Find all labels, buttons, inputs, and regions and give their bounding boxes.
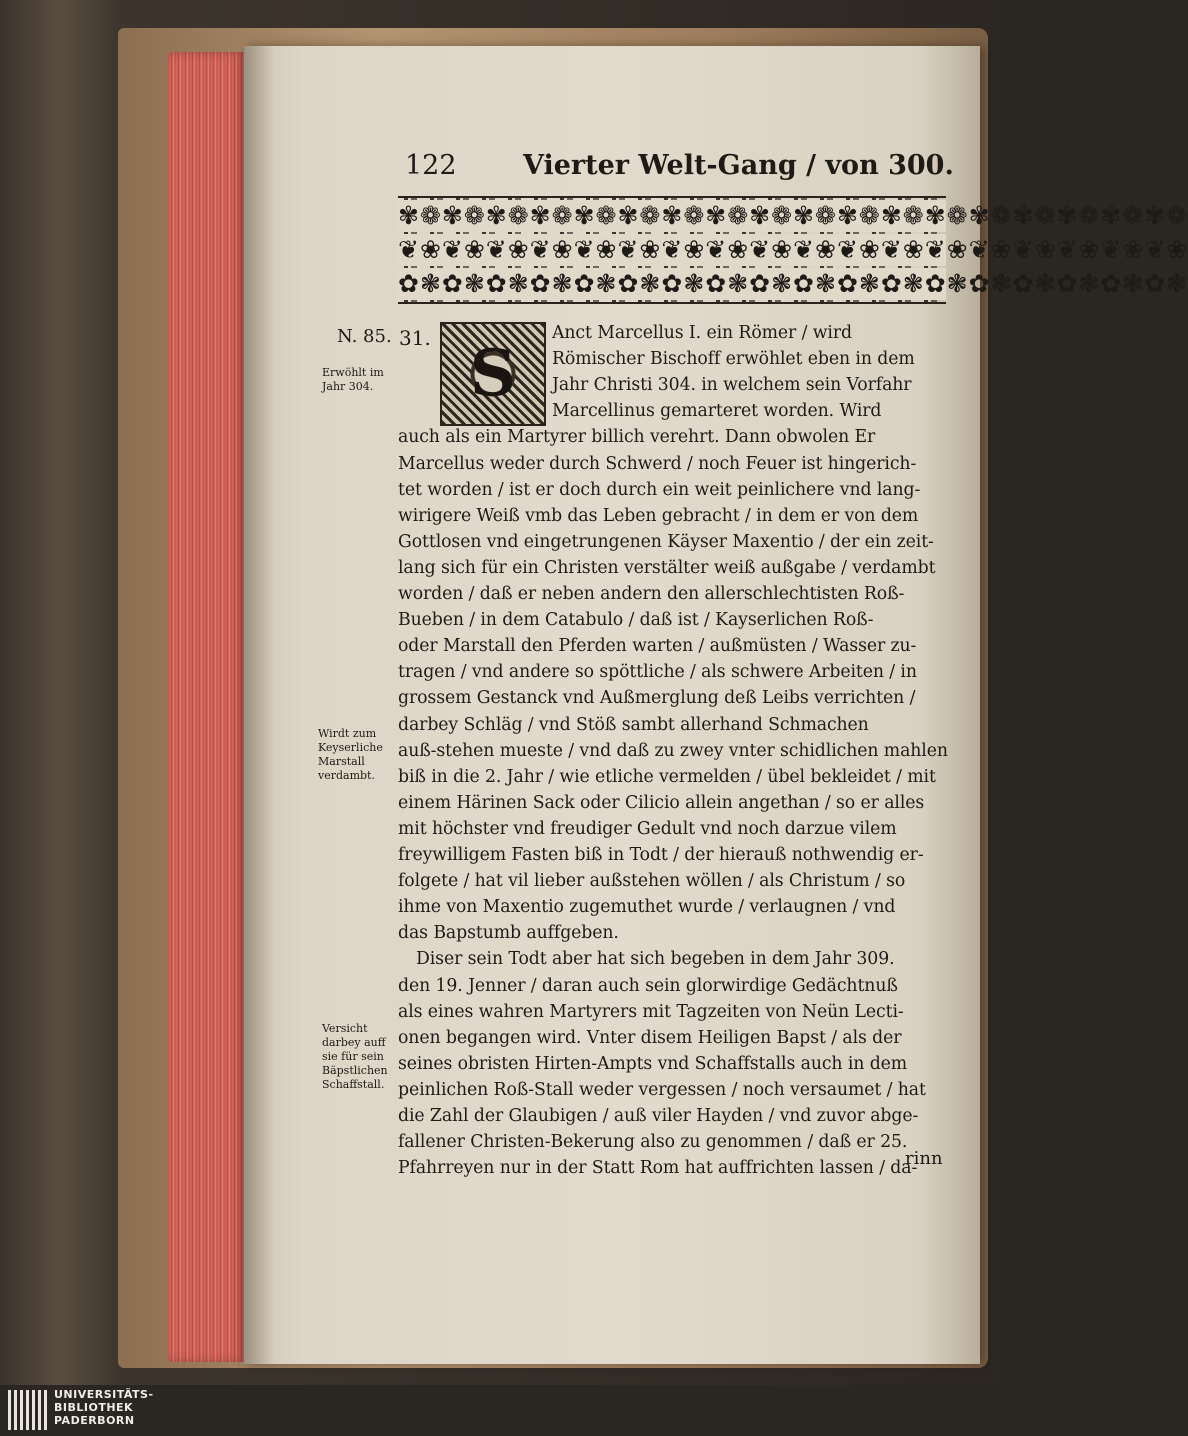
running-head <box>405 150 954 190</box>
text-line: die Zahl der Glaubigen / auß viler Hayden / vnd zuvor abge- <box>398 1106 919 1126</box>
text-line: tragen / vnd andere so spöttliche / als schwere Arbeiten / in <box>398 662 917 683</box>
text-line: Pfahrreyen nur in der Statt Rom hat auffrichten lassen / da- <box>398 1158 918 1179</box>
section-number: 31. <box>399 326 431 350</box>
margin-note-line: Bäpstlichen <box>322 1064 388 1077</box>
text-line: Marcellinus gemarteret worden. Wird <box>552 401 882 422</box>
margin-note <box>322 366 384 394</box>
margin-note <box>318 727 383 783</box>
page-edges-red <box>168 52 246 1362</box>
text-line: Bueben / in dem Catabulo / daß ist / Kayserlichen Roß- <box>398 610 874 631</box>
library-name-line: UNIVERSITÄTS- <box>54 1388 154 1401</box>
text-line: lang sich für ein Christen verstälter weiß außgabe / verdambt <box>398 557 936 578</box>
text-line: grossem Gestanck vnd Außmerglung deß Leibs verrichten / <box>398 688 916 709</box>
margin-note-line: Jahr 304. <box>322 380 374 393</box>
page-number: 122 <box>405 150 457 181</box>
ornament-row: ✾❁✾❁✾❁✾❁✾❁✾❁✾❁✾❁✾❁✾❁✾❁✾❁✾❁✾❁✾❁✾❁✾❁✾❁ <box>398 201 1188 230</box>
ornamental-headpiece <box>398 196 1188 304</box>
margin-note-line: Versicht <box>322 1022 368 1035</box>
text-line: Marcellus weder durch Schwerd / noch Feuer ist hingerich- <box>398 453 917 474</box>
text-line: darbey Schläg / vnd Stöß sambt allerhand Schmachen <box>398 714 869 735</box>
text-line: wirigere Weiß vmb das Leben gebracht / in dem er von dem <box>398 505 919 526</box>
text-line: onen begangen wird. Vnter disem Heiligen Bapst / als der <box>398 1027 902 1048</box>
text-line: auß-stehen mueste / vnd daß zu zwey vnter schidlichen mahlen <box>398 740 948 761</box>
text-line: peinlichen Roß-Stall weder vergessen / noch versaumet / hat <box>398 1079 926 1100</box>
text-line: Gottlosen vnd eingetrungenen Käyser Maxentio / der ein zeit- <box>398 531 934 552</box>
spine-shadow <box>244 46 274 1364</box>
margin-note-line: Erwöhlt im <box>322 366 384 379</box>
text-line: das Bapstumb auffgeben. <box>398 923 619 944</box>
text-line: Jahr Christi 304. in welchem sein Vorfahr <box>552 375 912 396</box>
margin-note-line: Marstall <box>318 755 365 768</box>
margin-note-line: darbey auff <box>322 1036 386 1049</box>
catchword: rinn <box>905 1148 943 1169</box>
text-line: ihme von Maxentio zugemuthet wurde / verlaugnen / vnd <box>398 897 896 918</box>
ornament-row: ✿❃✿❃✿❃✿❃✿❃✿❃✿❃✿❃✿❃✿❃✿❃✿❃✿❃✿❃✿❃✿❃✿❃✿❃ <box>398 269 1188 298</box>
text-line: tet worden / ist er doch durch ein weit peinlichere vnd lang- <box>398 479 921 500</box>
margin-note <box>322 1022 388 1092</box>
library-name <box>54 1388 154 1427</box>
text-line: seines obristen Hirten-Ampts vnd Schaffstalls auch in dem <box>398 1053 908 1074</box>
library-name-line: BIBLIOTHEK <box>54 1401 134 1414</box>
text-line: Diser sein Todt aber hat sich begeben in dem Jahr 309. <box>416 949 895 970</box>
library-logo-icon <box>8 1390 48 1430</box>
text-line: mit höchster vnd freudiger Gedult vnd noch darzue vilem <box>398 818 897 839</box>
margin-note-line: sie für sein <box>322 1050 384 1063</box>
text-line: als eines wahren Martyrers mit Tagzeiten von Neün Lecti- <box>398 1001 904 1022</box>
margin-note-line: verdambt. <box>318 769 375 782</box>
text-line: biß in die 2. Jahr / wie etliche vermelden / übel bekleidet / mit <box>398 766 936 787</box>
ornament-row: ❦❀❦❀❦❀❦❀❦❀❦❀❦❀❦❀❦❀❦❀❦❀❦❀❦❀❦❀❦❀❦❀❦❀❦❀ <box>398 235 1188 264</box>
decorated-initial <box>440 322 546 426</box>
library-name-line: PADERBORN <box>54 1414 135 1427</box>
text-line: Römischer Bischoff erwöhlet eben in dem <box>552 349 915 370</box>
text-line: auch als ein Martyrer billich verehrt. Dann obwolen Er <box>398 427 876 448</box>
text-line: freywilligem Fasten biß in Todt / der hierauß nothwendig er- <box>398 845 924 865</box>
initial-letter: S <box>469 336 517 411</box>
text-line: folgete / hat vil lieber außstehen wöllen / als Christum / so <box>398 871 906 892</box>
text-line: oder Marstall den Pferden warten / außmüsten / Wasser zu- <box>398 636 917 657</box>
text-line: Anct Marcellus I. ein Römer / wird <box>552 323 852 343</box>
running-title: Vierter Welt-Gang / von 300. <box>523 150 954 181</box>
text-line: fallener Christen-Bekerung also zu genommen / daß er 25. <box>398 1132 908 1153</box>
margin-note-line: Schaffstall. <box>322 1078 385 1091</box>
text-line: den 19. Jenner / daran auch sein glorwirdige Gedächtnuß <box>398 975 898 996</box>
margin-note-line: Keyserliche <box>318 741 383 754</box>
text-line: einem Härinen Sack oder Cilicio allein angethan / so er alles <box>398 792 925 813</box>
section-mark: N. 85. <box>337 326 392 347</box>
margin-note-line: Wirdt zum <box>318 727 377 740</box>
text-line: worden / daß er neben andern den allerschlechtisten Roß- <box>398 584 905 604</box>
